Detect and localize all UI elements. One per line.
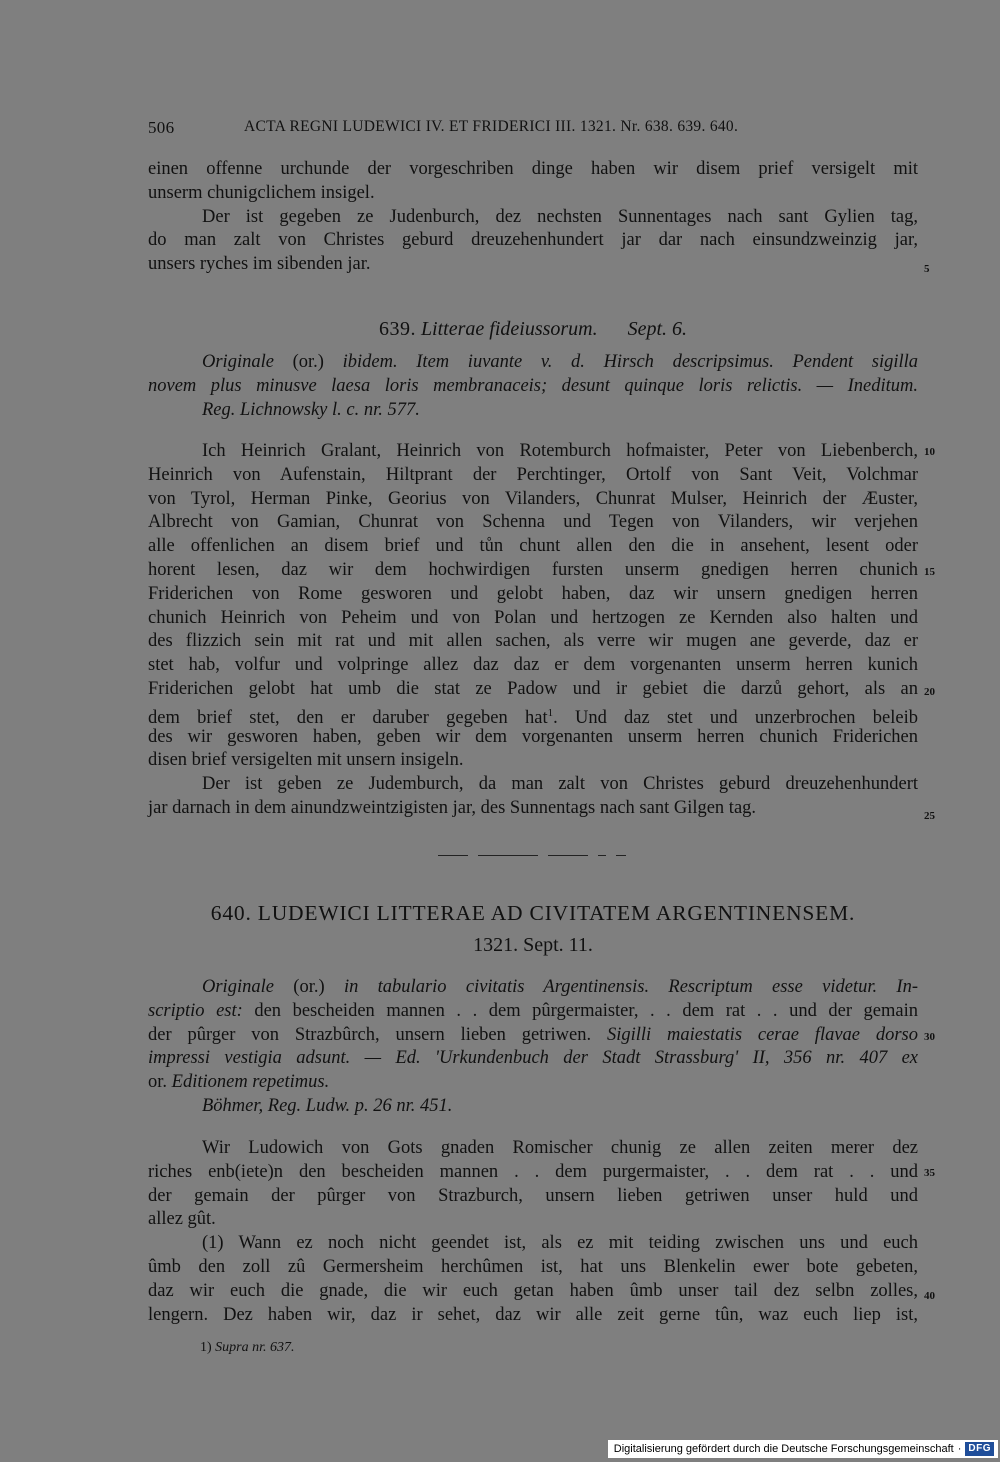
text-line: do man zalt von Christes geburd dreuzehenhundert jar dar nach einsundzweinzig jar, — [148, 230, 918, 251]
footnote — [200, 1340, 295, 1356]
text-line: Friderichen gelobt hat umb die stat ze Padow und ir gebiet die darzů gehort, als an — [148, 678, 918, 699]
text-line: Albrecht von Gamian, Chunrat von Schenna und Tegen von Vilanders, wir verjehen — [148, 512, 918, 533]
dfg-credit-bar — [608, 1440, 998, 1458]
regest-reference: Reg. Lichnowsky l. c. nr. 577. — [202, 399, 420, 420]
line-number: 15 — [924, 566, 935, 578]
line-number: 25 — [924, 810, 935, 822]
text-line: stet hab, volfur und volpringe allez daz daz er dem vorgenanten unserm herren kunich — [148, 655, 918, 676]
doc-639-title: Litterae fideiussorum. — [420, 318, 598, 340]
text-line: von Tyrol, Herman Pinke, Georius von Vilanders, Chunrat Mulser, Heinrich der Æuster, — [148, 488, 918, 509]
dfg-credit-text: Digitalisierung gefördert durch die Deutsche Forschungsgemeinschaft — [613, 1443, 954, 1455]
doc-640-title: 640. LUDEWICI LITTERAE AD CIVITATEM ARGENTINENSEM. — [210, 901, 856, 925]
text-line: jar darnach in dem ainundzweintzigisten jar, des Sunnentags nach sant Gilgen tag. — [148, 797, 757, 818]
line-number: 35 — [924, 1167, 935, 1179]
note-line: or. Editionem repetimus. — [148, 1072, 330, 1093]
text-line: lengern. Dez haben wir, daz ir sehet, daz wir alle zeit gerne tûn, waz euch liep ist, — [148, 1304, 918, 1325]
note-line: impressi vestigia adsunt. — Ed. 'Urkundenbuch der Stadt Strassburg' II, 356 nr. 407 ex — [148, 1048, 918, 1069]
note-line: novem plus minusve laesa loris membranaceis; desunt quinque loris relictis. — Ineditum. — [148, 375, 918, 396]
dfg-logo: DFG — [965, 1442, 994, 1456]
text-line: des wir gesworen haben, geben wir dem vorgenanten unserm herren chunich Friderichen — [148, 726, 918, 747]
text-line: der gemain der pûrger von Strazburch, unsern lieben getriwen unser huld und — [148, 1185, 918, 1206]
text-line: des flizzich sein mit rat und mit allen sachen, als verre wir mugen ane geverde, daz er — [148, 631, 918, 652]
doc-639-notes — [148, 351, 918, 422]
doc-638-closing — [148, 158, 918, 277]
text-line: disen brief versigelten mit unsern insigeln. — [148, 750, 464, 771]
line-number: 40 — [924, 1290, 935, 1302]
text-line: riches enb(iete)n den bescheiden mannen . . dem purgermaister, . . dem rat . . und — [148, 1161, 918, 1182]
text-line: Der ist gegeben ze Judenburch, dez nechsten Sunnentages nach sant Gylien tag, — [202, 206, 918, 227]
text-line: chunich Heinrich von Peheim und von Polan und hertzogen ze Kernden also halten und — [148, 607, 918, 628]
line-number: 5 — [924, 263, 930, 275]
text-line: Friderichen von Rome gesworen und gelobt haben, daz wir unsern gnedigen herren — [148, 583, 918, 604]
page-number: 506 — [148, 118, 175, 137]
text-line: daz wir euch die gnade, die wir euch getan haben ûmb unser tail dez selbn zolles, — [148, 1280, 918, 1301]
note-line: scriptio est: den bescheiden mannen . . dem pûrgermaister, . . dem rat . . und der gemain — [148, 1000, 919, 1021]
footnote-text: Supra nr. 637. — [215, 1340, 295, 1355]
doc-639-text — [148, 440, 918, 821]
text-line: Wir Ludowich von Gots gnaden Romischer chunig ze allen zeiten merer dez — [202, 1138, 918, 1158]
text-line: horent lesen, daz wir dem hochwirdigen fursten unserm gnedigen herren chunich — [148, 559, 918, 580]
line-number: 20 — [924, 686, 935, 698]
text-line: unserm chunigclichem insigel. — [148, 182, 375, 203]
note-line: der pûrger von Strazbûrch, unsern lieben getriwen. Sigilli maiestatis cerae flavae dorso — [148, 1024, 919, 1045]
doc-639-number: 639. — [378, 318, 416, 340]
text-line: Heinrich von Aufenstain, Hiltprant der Perchtinger, Ortolf von Sant Veit, Volchmar — [148, 464, 918, 485]
doc-640-date: 1321. Sept. 11. — [473, 934, 593, 956]
text-line: unsers ryches im sibenden jar. — [148, 254, 371, 275]
section-separator — [438, 855, 630, 856]
footnote-marker: 1) — [200, 1340, 212, 1355]
doc-640-notes — [148, 976, 918, 1119]
note-line: Originale (or.) in tabulario civitatis Argentinensis. Rescriptum esse videtur. In- — [202, 977, 919, 997]
text-line: allez gût. — [148, 1209, 216, 1230]
dfg-credit-sep: · — [957, 1443, 962, 1455]
footnote-ref: 1 — [547, 706, 554, 719]
text-line: einen offenne urchunde der vorgeschriben dinge haben wir disem prief versigelt mit — [148, 159, 918, 179]
text-line: dem brief stet, den er daruber gegeben hat$^1$. Und daz stet und unzerbrochen beleib — [148, 706, 919, 728]
doc-639-date: Sept. 6. — [627, 318, 688, 340]
text-line: Der ist geben ze Judemburch, da man zalt von Christes geburd dreuzehenhundert — [202, 774, 918, 795]
text-line: alle offenlichen an disem brief und tůn chunt allen den die in ansehent, lesent oder — [148, 536, 918, 557]
running-title: ACTA REGNI LUDEWICI IV. ET FRIDERICI III. 1321. Nr. 638. 639. 640. — [244, 118, 739, 135]
text-line: (1) Wann ez noch nicht geendet ist, als ez mit teiding zwischen uns und euch — [202, 1233, 918, 1254]
regest-reference: Böhmer, Reg. Ludw. p. 26 nr. 451. — [202, 1095, 453, 1116]
note-line: Originale (or.) ibidem. Item iuvante v. d. Hirsch descripsimus. Pendent sigilla — [202, 352, 919, 372]
line-number: 10 — [924, 446, 935, 458]
text-line: ûmb den zoll zû Germersheim herchûmen ist, hat uns Blenkelin ewer bote gebeten, — [148, 1256, 918, 1277]
doc-639-heading — [148, 318, 918, 341]
line-number: 30 — [924, 1031, 935, 1043]
text-line: Ich Heinrich Gralant, Heinrich von Rotemburch hofmaister, Peter von Liebenberch, — [202, 441, 918, 461]
doc-640-text — [148, 1137, 918, 1327]
